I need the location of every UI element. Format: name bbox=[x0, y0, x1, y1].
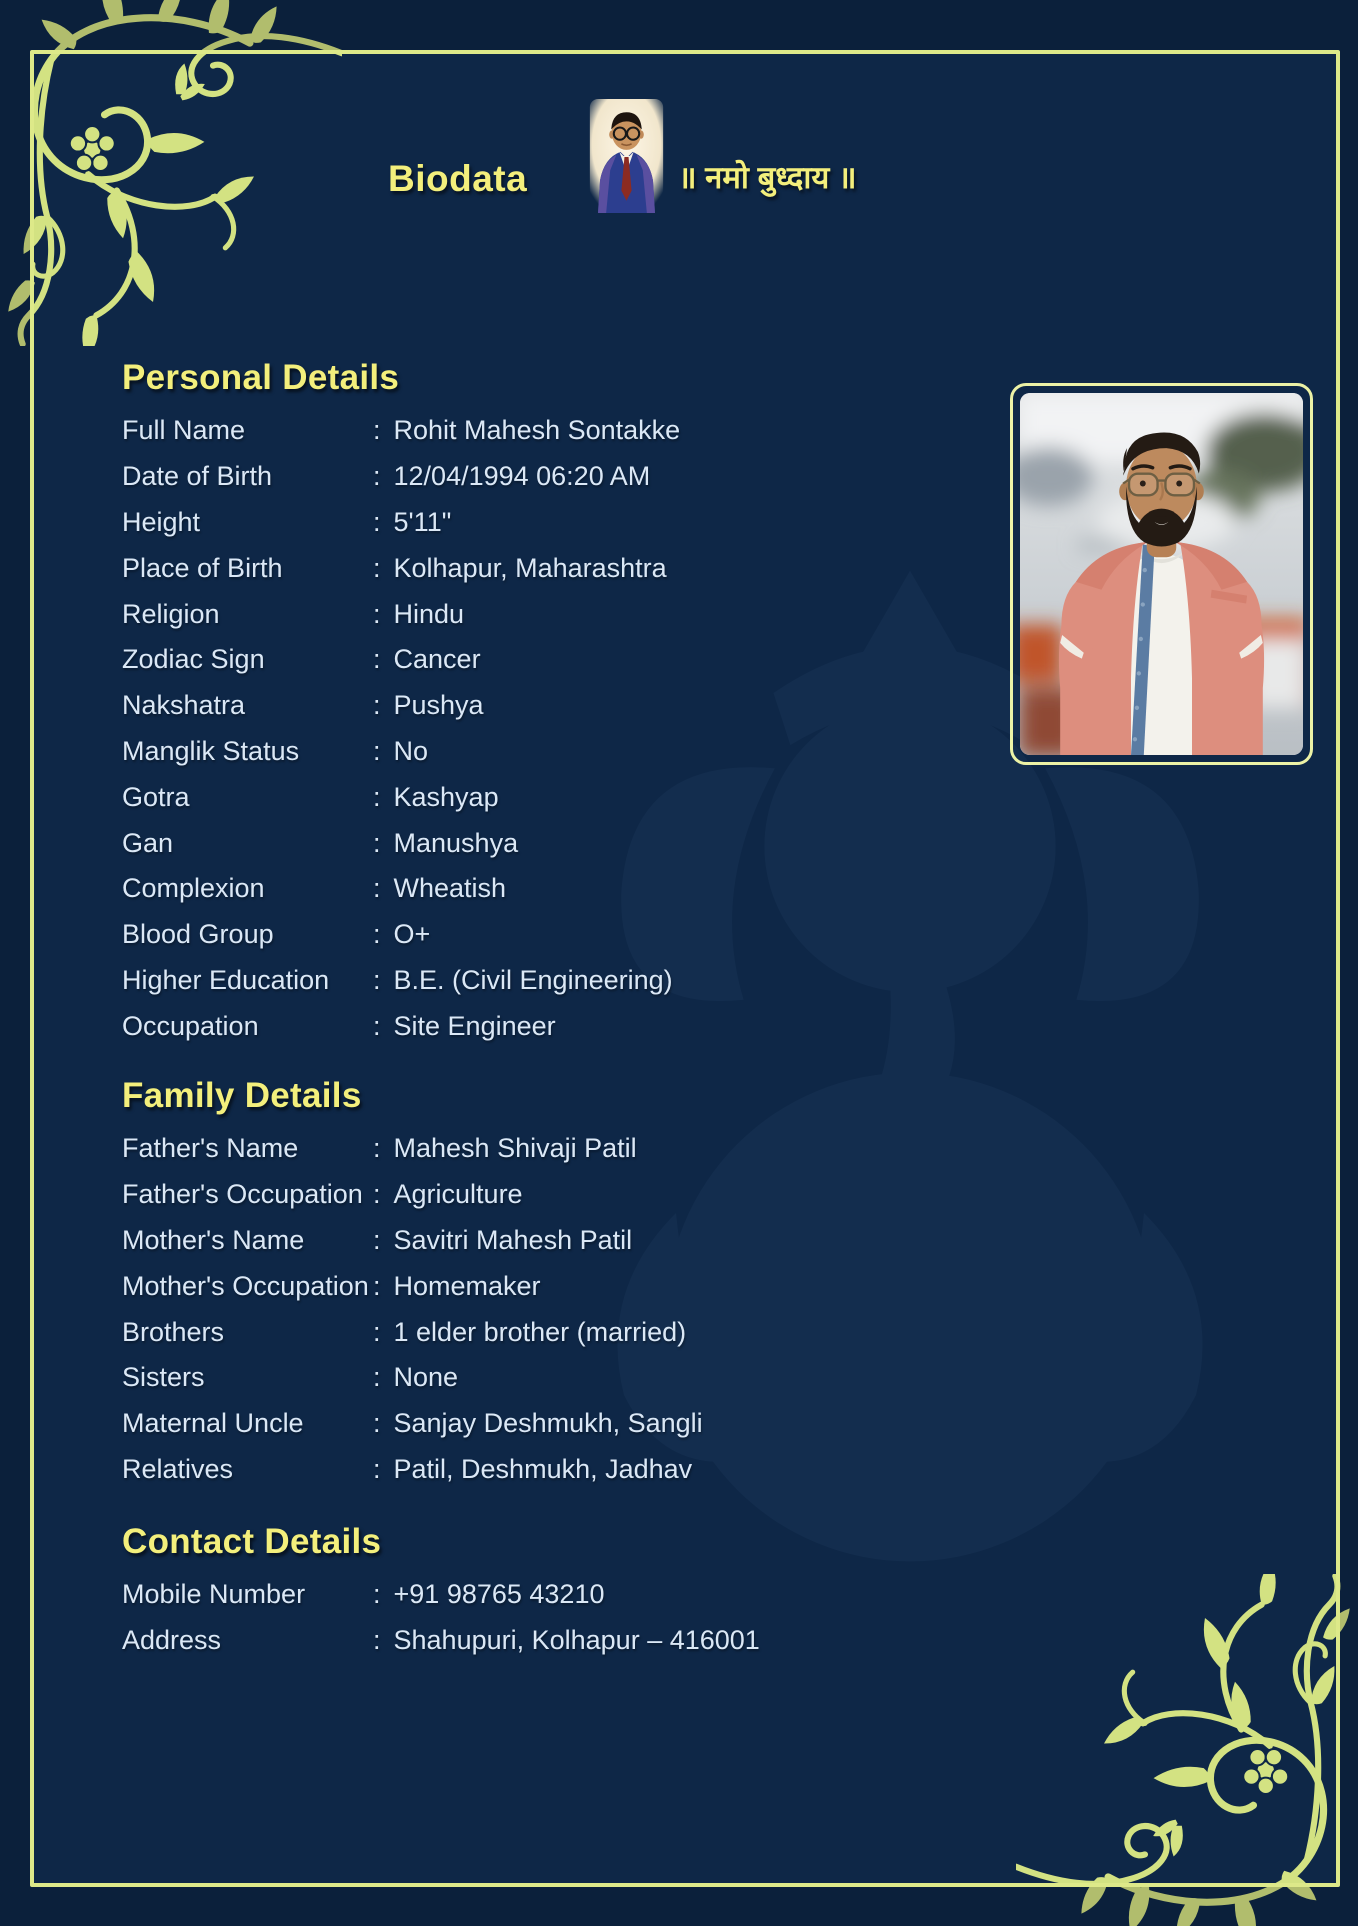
row-label: Place of Birth bbox=[122, 552, 283, 583]
row-value: B.E. (Civil Engineering) bbox=[393, 964, 673, 995]
row-label: Date of Birth bbox=[122, 461, 273, 492]
detail-row bbox=[122, 545, 882, 591]
row-label: Address bbox=[122, 1625, 222, 1656]
row-colon: : bbox=[373, 827, 381, 858]
detail-row bbox=[122, 1309, 882, 1355]
row-value: +91 98765 43210 bbox=[393, 1579, 605, 1610]
row-label: Manglik Status bbox=[122, 735, 300, 766]
row-colon: : bbox=[373, 506, 381, 537]
row-colon: : bbox=[373, 1316, 381, 1347]
row-label: Religion bbox=[122, 598, 220, 629]
row-value: O+ bbox=[393, 919, 431, 950]
row-colon: : bbox=[373, 1010, 381, 1041]
row-label: Mother's Occupation bbox=[122, 1270, 369, 1301]
row-colon: : bbox=[373, 964, 381, 995]
detail-row bbox=[122, 729, 882, 775]
profile-photo bbox=[1020, 393, 1303, 755]
row-label: Gotra bbox=[122, 781, 190, 812]
row-value: None bbox=[393, 1362, 459, 1393]
row-value: Kashyap bbox=[393, 781, 499, 812]
detail-row bbox=[122, 500, 882, 546]
detail-row bbox=[122, 1126, 882, 1172]
row-label: Occupation bbox=[122, 1010, 259, 1041]
detail-row bbox=[122, 1003, 882, 1049]
row-colon: : bbox=[373, 1453, 381, 1484]
row-label: Father's Name bbox=[122, 1133, 299, 1164]
row-colon: : bbox=[373, 1625, 381, 1656]
row-value: 5'11" bbox=[393, 506, 452, 537]
section-rows bbox=[122, 1126, 882, 1492]
row-label: Brothers bbox=[122, 1316, 225, 1347]
detail-row bbox=[122, 1172, 882, 1218]
row-label: Height bbox=[122, 506, 201, 537]
detail-row bbox=[122, 1218, 882, 1264]
detail-row bbox=[122, 774, 882, 820]
row-colon: : bbox=[373, 598, 381, 629]
row-value: 1 elder brother (married) bbox=[393, 1316, 687, 1347]
row-value: 12/04/1994 06:20 AM bbox=[393, 461, 651, 492]
detail-row bbox=[122, 958, 882, 1004]
row-colon: : bbox=[373, 919, 381, 950]
row-value: No bbox=[393, 735, 429, 766]
row-label: Higher Education bbox=[122, 964, 330, 995]
row-label: Complexion bbox=[122, 873, 265, 904]
section-heading: Family Details bbox=[122, 1076, 362, 1115]
row-label: Sisters bbox=[122, 1362, 205, 1393]
row-label: Blood Group bbox=[122, 919, 274, 950]
row-value: Kolhapur, Maharashtra bbox=[393, 552, 667, 583]
section-rows bbox=[122, 408, 882, 1049]
detail-row bbox=[122, 454, 882, 500]
biodata-section bbox=[122, 1074, 882, 1492]
profile-photo-frame bbox=[1010, 383, 1313, 765]
detail-row bbox=[122, 591, 882, 637]
detail-row bbox=[122, 683, 882, 729]
detail-row bbox=[122, 1263, 882, 1309]
row-label: Mobile Number bbox=[122, 1579, 306, 1610]
row-colon: : bbox=[373, 415, 381, 446]
row-value: Patil, Deshmukh, Jadhav bbox=[393, 1453, 693, 1484]
row-label: Nakshatra bbox=[122, 690, 246, 721]
row-value: Wheatish bbox=[393, 873, 507, 904]
row-label: Gan bbox=[122, 827, 174, 858]
row-value: Pushya bbox=[393, 690, 484, 721]
section-heading: Contact Details bbox=[122, 1522, 382, 1561]
biodata-section bbox=[122, 1520, 882, 1664]
row-value: Agriculture bbox=[393, 1179, 523, 1210]
biodata-section bbox=[122, 356, 882, 1049]
corner-flourish-top-left-icon bbox=[0, 0, 342, 346]
row-label: Maternal Uncle bbox=[122, 1408, 304, 1439]
row-colon: : bbox=[373, 1579, 381, 1610]
row-label: Full Name bbox=[122, 415, 246, 446]
mantra-text: ॥ नमो बुध्दाय ॥ bbox=[678, 160, 857, 195]
detail-row bbox=[122, 1572, 882, 1618]
detail-row bbox=[122, 1447, 882, 1493]
page-title: Biodata bbox=[388, 158, 528, 199]
row-colon: : bbox=[373, 1270, 381, 1301]
row-colon: : bbox=[373, 552, 381, 583]
detail-row bbox=[122, 866, 882, 912]
detail-row bbox=[122, 637, 882, 683]
row-label: Relatives bbox=[122, 1453, 234, 1484]
row-colon: : bbox=[373, 644, 381, 675]
row-value: Manushya bbox=[393, 827, 519, 858]
section-heading: Personal Details bbox=[122, 358, 400, 397]
detail-row bbox=[122, 1355, 882, 1401]
row-label: Mother's Name bbox=[122, 1224, 305, 1255]
row-value: Rohit Mahesh Sontakke bbox=[393, 415, 681, 446]
row-colon: : bbox=[373, 781, 381, 812]
row-colon: : bbox=[373, 690, 381, 721]
row-label: Zodiac Sign bbox=[122, 644, 265, 675]
row-colon: : bbox=[373, 461, 381, 492]
row-colon: : bbox=[373, 735, 381, 766]
detail-row bbox=[122, 820, 882, 866]
row-value: Hindu bbox=[393, 598, 465, 629]
row-label: Father's Occupation bbox=[122, 1179, 363, 1210]
detail-row bbox=[122, 912, 882, 958]
row-value: Savitri Mahesh Patil bbox=[393, 1224, 633, 1255]
corner-flourish-bottom-right-icon bbox=[1016, 1574, 1358, 1926]
row-colon: : bbox=[373, 1224, 381, 1255]
row-colon: : bbox=[373, 1179, 381, 1210]
row-colon: : bbox=[373, 1133, 381, 1164]
detail-row bbox=[122, 1618, 882, 1664]
row-value: Homemaker bbox=[393, 1270, 541, 1301]
ambedkar-portrait bbox=[589, 99, 664, 213]
row-value: Mahesh Shivaji Patil bbox=[393, 1133, 637, 1164]
row-value: Sanjay Deshmukh, Sangli bbox=[393, 1408, 703, 1439]
detail-row bbox=[122, 408, 882, 454]
row-value: Cancer bbox=[393, 644, 481, 675]
row-colon: : bbox=[373, 873, 381, 904]
detail-row bbox=[122, 1401, 882, 1447]
section-rows bbox=[122, 1572, 882, 1664]
row-colon: : bbox=[373, 1408, 381, 1439]
row-value: Shahupuri, Kolhapur – 416001 bbox=[393, 1625, 760, 1656]
row-colon: : bbox=[373, 1362, 381, 1393]
row-value: Site Engineer bbox=[393, 1010, 556, 1041]
